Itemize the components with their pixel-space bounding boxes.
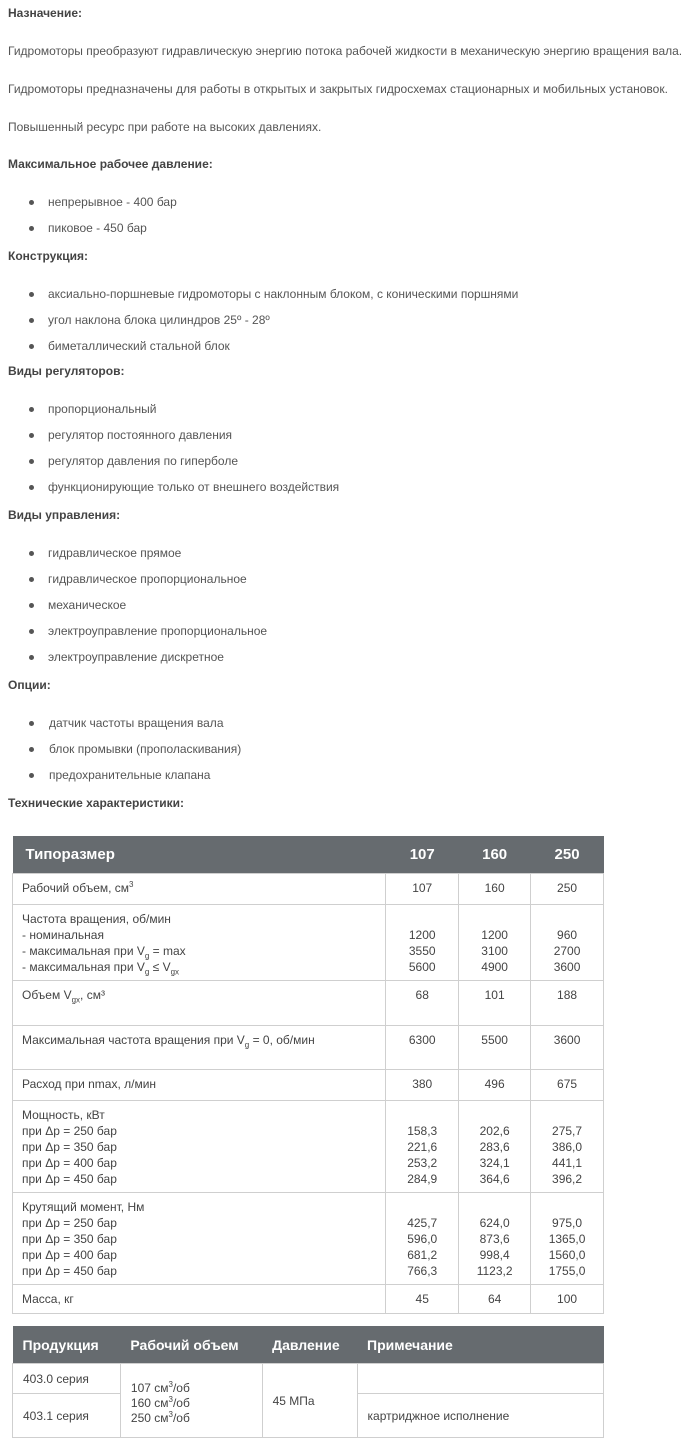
list-item: непрерывное - 400 бар [0,195,177,221]
list-item: пиковое - 450 бар [0,221,177,247]
table-cell: 960 [557,928,578,942]
table-cell: 3550 [408,944,436,958]
table-cell: 1365,0 [548,1232,586,1246]
options-list [0,716,241,794]
table-cell: 45 [415,1292,429,1306]
table-cell: 624,0 [479,1216,510,1230]
table-cell: 380 [412,1077,433,1091]
purpose-title: Назначение: [8,6,83,20]
table-row [13,1026,604,1070]
row-flow-label: Расход при nmax, л/мин [13,1070,386,1101]
list-item: электроуправление дискретное [0,650,267,676]
table-cell: 5600 [408,960,436,974]
table-row [13,1285,604,1314]
table-row [13,905,604,981]
table-cell: 396,2 [552,1172,583,1186]
header-note: Примечание [357,1326,603,1364]
list-item: регулятор давления по гиперболе [0,454,339,480]
row-volume-label: Рабочий объем, $см^3$ [13,874,386,905]
series-403-0: 403.0 серия [13,1364,121,1394]
purpose-paragraph-3: Повышенный ресурс при работе на высоких давлениях. [8,120,322,134]
list-item: гидравлическое прямое [0,546,267,572]
list-item: функционирующие только от внешнего воздействия [0,480,339,506]
table-cell: 1123,2 [476,1264,513,1278]
list-item: угол наклона блока цилиндров 25º - 28º [0,313,518,339]
table-header-row [13,1326,604,1364]
pressure-list [0,195,177,247]
table-cell: 681,2 [407,1248,438,1262]
row-vgx-label: Объем $V_{gx}$, см³ [13,981,386,1026]
table-cell: 3600 [553,960,581,974]
table-cell: 386,0 [552,1140,583,1154]
table-cell: 675 [557,1077,578,1091]
table-row [13,874,604,905]
row-max-speed-label: Максимальная частота вращения при $V_g = 0$, об/мин [13,1026,386,1070]
header-107: 107 [386,836,459,874]
table-cell: 1755,0 [548,1264,586,1278]
table-cell: 441,1 [552,1156,583,1170]
row-mass-label: Масса, кг [13,1285,386,1314]
header-250: 250 [531,836,604,874]
table-cell: 596,0 [407,1232,438,1246]
table-cell: 1200 [408,928,436,942]
table-cell: 998,4 [479,1248,510,1262]
row-power-label: Мощность, кВт при Δр = 250 бар при Δр = 350 бар при Δр = 400 бар при Δр = 450 бар [13,1101,386,1193]
specs-title: Технические характеристики: [8,796,185,810]
table-cell: 1560,0 [548,1248,586,1262]
table-cell: 975,0 [552,1216,583,1230]
list-item: пропорциональный [0,402,339,428]
list-item: аксиально-поршневые гидромоторы с наклонным блоком, с коническими поршнями [0,287,518,313]
table-cell: 250 [557,881,578,895]
row-torque-label: Крутящий момент, Нм при Δр = 250 бар при Δр = 350 бар при Δр = 400 бар при Δр = 450 бар [13,1193,386,1285]
table-cell: 3600 [553,1033,581,1047]
table-cell: 284,9 [407,1172,438,1186]
table-row [13,1101,604,1193]
note-empty [357,1364,603,1394]
table-row [13,1070,604,1101]
regulators-list [0,402,339,506]
table-cell: 1200 [481,928,508,942]
pressure-title: Максимальное рабочее давление: [8,157,213,171]
table-row [13,981,604,1026]
table-cell: 160 [484,881,505,895]
table-cell: 496 [484,1077,505,1091]
products-table [12,1326,604,1438]
header-size: Типоразмер [13,836,386,874]
list-item: датчик частоты вращения вала [0,716,241,742]
table-cell: 873,6 [479,1232,510,1246]
product-volumes: 107 $см^3/об$ 160 $см^3/об$ 250 $см^3/об$ [120,1364,262,1438]
options-title: Опции: [8,678,51,692]
table-cell: 3100 [481,944,508,958]
row-speed-label: Частота вращения, об/мин - номинальная - максимальная при $V_g = \max$ - максимальная при $V_g \le V_{gx}$ [13,905,386,981]
table-cell: 107 [412,881,433,895]
purpose-paragraph-1: Гидромоторы преобразуют гидравлическую энергию потока рабочей жидкости в механическую энергию вращения вала. [8,44,683,58]
list-item: предохранительные клапана [0,768,241,794]
table-cell: 2700 [553,944,581,958]
table-cell: 188 [557,988,578,1002]
list-item: гидравлическое пропорциональное [0,572,267,598]
control-list [0,546,267,676]
table-cell: 4900 [481,960,508,974]
table-cell: 324,1 [479,1156,510,1170]
table-row [13,1364,604,1394]
regulators-title: Виды регуляторов: [8,364,125,378]
header-160: 160 [459,836,531,874]
list-item: электроуправление пропорциональное [0,624,267,650]
list-item: механическое [0,598,267,624]
list-item: биметаллический стальной блок [0,339,518,365]
table-header-row [13,836,604,874]
table-cell: 253,2 [407,1156,438,1170]
product-note: картриджное исполнение [357,1394,603,1438]
specs-table [12,836,604,1314]
table-cell: 283,6 [479,1140,510,1154]
table-cell: 425,7 [407,1216,438,1230]
table-cell: 221,6 [407,1140,438,1154]
header-pressure: Давление [262,1326,357,1364]
header-volume: Рабочий объем [120,1326,262,1364]
construction-title: Конструкция: [8,249,89,263]
table-cell: 68 [415,988,429,1002]
construction-list [0,287,518,365]
table-cell: 101 [484,988,505,1002]
table-cell: 158,3 [407,1124,438,1138]
header-product: Продукция [13,1326,121,1364]
table-cell: 202,6 [479,1124,510,1138]
control-title: Виды управления: [8,508,121,522]
table-row [13,1193,604,1285]
table-cell: 6300 [408,1033,436,1047]
table-cell: 100 [557,1292,578,1306]
list-item: регулятор постоянного давления [0,428,339,454]
purpose-paragraph-2: Гидромоторы предназначены для работы в открытых и закрытых гидросхемах стационарных и мобильных установок. [8,82,668,96]
table-cell: 64 [487,1292,502,1306]
table-cell: 275,7 [552,1124,583,1138]
product-pressure: 45 МПа [262,1364,357,1438]
table-cell: 766,3 [407,1264,438,1278]
table-cell: 364,6 [479,1172,510,1186]
list-item: блок промывки (прополаскивания) [0,742,241,768]
table-cell: 5500 [481,1033,508,1047]
series-403-1: 403.1 серия [13,1394,121,1438]
